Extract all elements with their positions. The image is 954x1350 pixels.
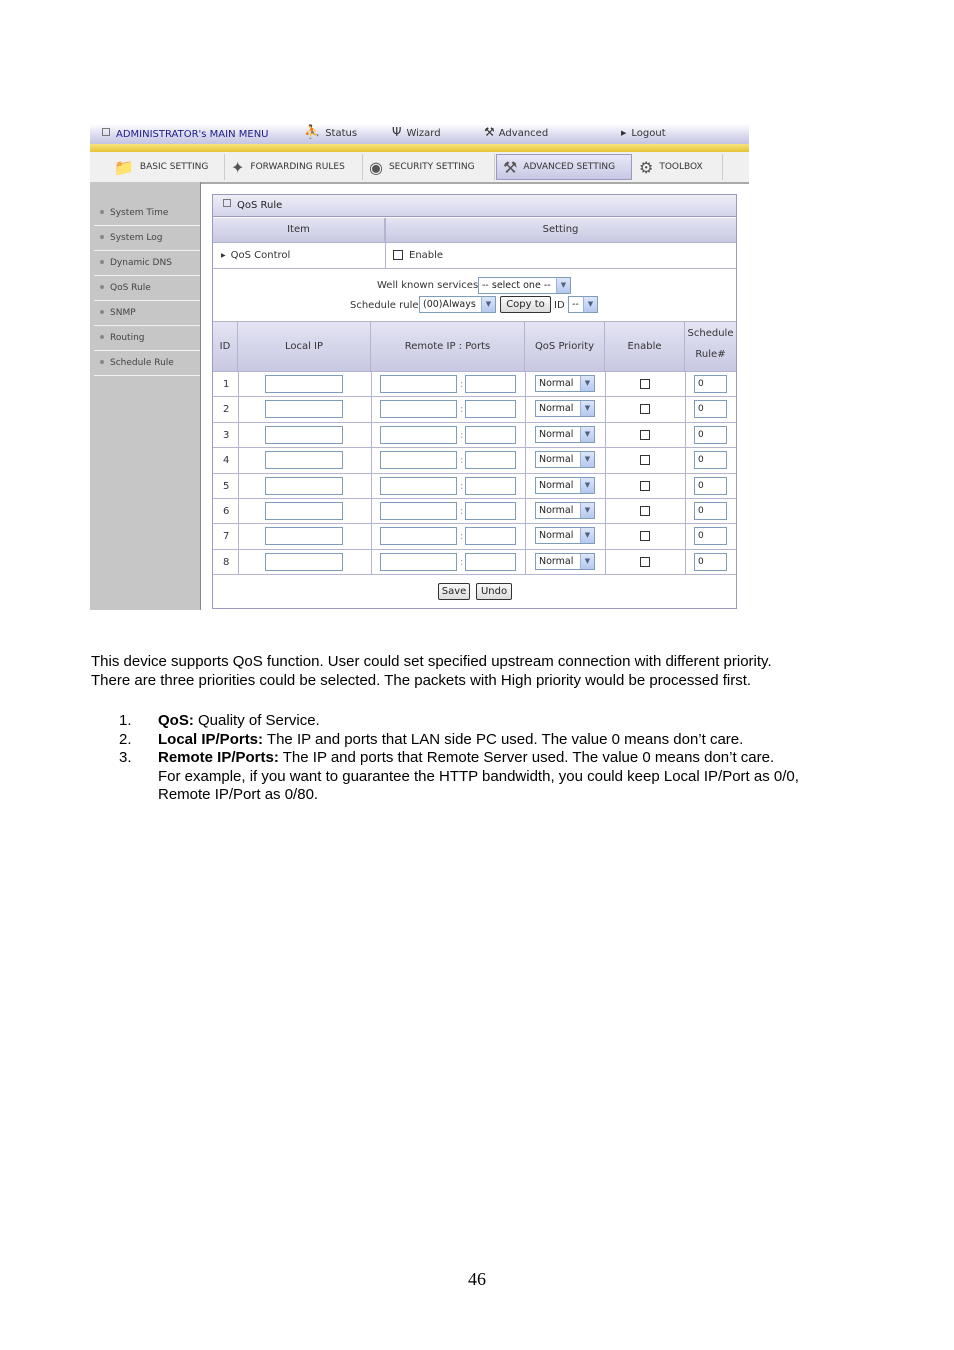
schedule-rule-input[interactable]: 0 (694, 553, 727, 571)
list-item (158, 712, 320, 731)
list-text: The IP and ports that Remote Server used. The value 0 means don’t care. (278, 749, 775, 766)
divider (213, 242, 736, 243)
sidebar (90, 182, 201, 610)
chevron-down-icon: ▼ (580, 427, 594, 442)
schedule-rule-input[interactable]: 0 (694, 527, 727, 545)
chevron-down-icon: ▼ (580, 452, 594, 467)
divider (371, 371, 372, 574)
remote-ip-ports-column-header: Remote IP : Ports (371, 322, 525, 371)
schedule-rule-input[interactable]: 0 (694, 400, 727, 418)
remote-ip-input[interactable] (380, 426, 457, 444)
row-enable-checkbox[interactable] (640, 506, 650, 516)
bullet-icon (100, 360, 104, 364)
qos-priority-column-header: QoS Priority (525, 322, 605, 371)
port-separator: : (460, 379, 464, 390)
divider (213, 523, 736, 524)
row-enable-checkbox[interactable] (640, 430, 650, 440)
chevron-down-icon: ▼ (580, 554, 594, 569)
well-known-services-select[interactable]: -- select one -- ▼ (478, 277, 571, 294)
row-enable-checkbox[interactable] (640, 531, 650, 541)
schedule-rule-input[interactable]: 0 (694, 502, 727, 520)
divider (213, 549, 736, 550)
well-known-services-label: Well known services (377, 280, 479, 291)
row-id: 4 (223, 455, 230, 467)
remote-ip-input[interactable] (380, 527, 457, 545)
example-line-1: For example, if you want to guarantee the HTTP bandwidth, you could keep Local IP/Port as 0/0, (158, 768, 799, 785)
remote-ip-input[interactable] (380, 477, 457, 495)
chevron-down-icon: ▼ (580, 503, 594, 518)
remote-port-input[interactable] (465, 477, 516, 495)
sidebar-item-system-log[interactable]: System Log (94, 226, 200, 251)
port-separator: : (460, 556, 464, 568)
qos-control-label: ▶ QoS Control (221, 250, 291, 261)
qos-priority-select[interactable] (535, 527, 595, 544)
row-enable-checkbox[interactable] (640, 379, 650, 389)
schedule-rule-input[interactable]: 0 (694, 375, 727, 393)
qos-priority-select[interactable] (535, 426, 595, 443)
list-number: 2. (119, 731, 132, 748)
sidebar-item-schedule-rule[interactable]: Schedule Rule (94, 351, 200, 376)
schedule-header-line2: Rule# (695, 349, 726, 360)
qos-priority-select[interactable] (535, 400, 595, 417)
port-separator: : (460, 404, 464, 416)
top-nav-bar (90, 124, 749, 145)
remote-port-input[interactable] (465, 375, 516, 393)
panel-square-icon (223, 199, 231, 207)
schedule-rule-input[interactable]: 0 (694, 426, 727, 444)
advanced-tools-icon: ⚒ (484, 125, 495, 139)
remote-port-input[interactable] (465, 502, 516, 520)
undo-button[interactable]: Undo (476, 583, 512, 600)
row-enable-checkbox[interactable] (640, 481, 650, 491)
qos-priority-select[interactable] (535, 451, 595, 468)
local-ip-column-header: Local IP (238, 322, 371, 371)
row-id: 8 (223, 556, 230, 568)
local-ip-input[interactable] (265, 553, 343, 571)
page-number: 46 (468, 1269, 486, 1289)
qos-rule-panel (212, 194, 737, 609)
local-ip-input[interactable] (265, 527, 343, 545)
tab-security-setting[interactable]: ◉ SECURITY SETTING (363, 154, 495, 180)
list-text: Quality of Service. (193, 712, 320, 729)
qos-enable-checkbox[interactable] (393, 250, 403, 260)
toolbox-icon: ⚙ (639, 157, 654, 177)
enable-column-header: Enable (605, 322, 685, 371)
local-ip-input[interactable] (265, 375, 343, 393)
advanced-link[interactable]: ⚒ Advanced (484, 125, 549, 139)
admin-main-menu-link[interactable]: ADMINISTRATOR's MAIN MENU (102, 128, 269, 140)
router-screenshot (90, 124, 749, 610)
tab-forwarding-rules[interactable]: ✦ FORWARDING RULES (225, 154, 363, 180)
local-ip-input[interactable] (265, 477, 343, 495)
example-line-2: Remote IP/Port as 0/80. (158, 786, 319, 803)
divider (685, 371, 686, 574)
schedule-rule-select[interactable]: (00)Always ▼ (419, 296, 496, 313)
qos-priority-value: Normal (539, 555, 574, 567)
row-id: 3 (223, 429, 230, 441)
row-enable-checkbox[interactable] (640, 455, 650, 465)
row-id: 1 (223, 379, 230, 390)
chevron-down-icon: ▼ (481, 297, 495, 312)
menu-square-icon (102, 128, 110, 136)
id-select[interactable]: -- ▼ (568, 296, 598, 313)
wizard-link[interactable]: Ψ Wizard (392, 125, 441, 139)
qos-priority-select[interactable] (535, 375, 595, 392)
divider (213, 447, 736, 448)
security-icon: ◉ (369, 157, 383, 177)
divider (213, 268, 736, 269)
qos-priority-value: Normal (539, 530, 574, 542)
remote-port-input[interactable] (465, 553, 516, 571)
list-term: Remote IP/Ports: (158, 749, 279, 766)
local-ip-input[interactable] (265, 451, 343, 469)
sidebar-item-dynamic-dns[interactable]: Dynamic DNS (94, 251, 200, 276)
remote-port-input[interactable] (465, 426, 516, 444)
schedule-header-line1: Schedule (687, 328, 734, 339)
setting-column-header: Setting (385, 218, 736, 242)
chevron-down-icon: ▼ (583, 297, 597, 312)
list-item (158, 749, 774, 768)
qos-priority-select[interactable] (535, 502, 595, 519)
remote-port-input[interactable] (465, 451, 516, 469)
sidebar-item-routing[interactable]: Routing (94, 326, 200, 351)
remote-port-input[interactable] (465, 400, 516, 418)
qos-priority-select[interactable] (535, 553, 595, 570)
bullet-icon (100, 260, 104, 264)
remote-ip-input[interactable] (380, 451, 457, 469)
port-separator: : (460, 506, 464, 517)
bullet-icon (100, 285, 104, 289)
divider (238, 371, 239, 574)
local-ip-input[interactable] (265, 426, 343, 444)
bullet-icon (100, 310, 104, 314)
remote-ip-input[interactable] (380, 502, 457, 520)
list-item (158, 731, 743, 750)
copy-to-button[interactable]: Copy to (500, 296, 551, 313)
basic-setting-icon: 📁 (114, 157, 134, 177)
chevron-down-icon: ▼ (580, 376, 594, 391)
id-column-header: ID (213, 322, 238, 371)
list-number: 1. (119, 712, 132, 729)
logout-link[interactable]: ▶ Logout (621, 128, 666, 139)
arrow-right-icon: ▶ (621, 129, 627, 137)
port-separator: : (460, 480, 464, 492)
port-separator: : (460, 531, 464, 543)
remote-ip-input[interactable] (380, 375, 457, 393)
divider (605, 371, 606, 574)
divider (213, 396, 736, 397)
status-link[interactable]: ⛹ Status (304, 125, 358, 140)
port-separator: : (460, 455, 464, 467)
qos-priority-value: Normal (539, 378, 574, 389)
divider (213, 574, 736, 575)
description-line-1: This device supports QoS function. User could set specified upstream connection with different priority. (91, 653, 772, 670)
divider (213, 422, 736, 423)
row-enable-checkbox[interactable] (640, 557, 650, 567)
sidebar-item-system-time[interactable]: System Time (94, 201, 200, 226)
tab-advanced-setting[interactable]: ⚒ ADVANCED SETTING (496, 154, 632, 180)
list-number: 3. (119, 749, 132, 766)
description-line-2: There are three priorities could be selected. The packets with High priority would be processed first. (91, 671, 752, 689)
divider (213, 371, 736, 372)
divider (525, 371, 526, 574)
bullet-icon (100, 235, 104, 239)
bullet-icon (100, 210, 104, 214)
tab-basic-setting[interactable]: 📁 BASIC SETTING (108, 154, 225, 180)
port-separator: : (460, 429, 464, 441)
wizard-wand-icon: Ψ (392, 125, 402, 139)
sidebar-item-qos-rule[interactable]: QoS Rule (94, 276, 200, 301)
remote-ip-input[interactable] (380, 553, 457, 571)
chevron-down-icon: ▼ (580, 528, 594, 543)
divider (213, 473, 736, 474)
list-term: Local IP/Ports: (158, 731, 264, 748)
chevron-down-icon: ▼ (556, 278, 570, 293)
remote-ip-input[interactable] (380, 400, 457, 418)
status-person-icon: ⛹ (304, 125, 321, 140)
local-ip-input[interactable] (265, 502, 343, 520)
id-label: ID (554, 300, 565, 311)
row-id: 5 (223, 480, 230, 492)
remote-port-input[interactable] (465, 527, 516, 545)
qos-priority-value: Normal (539, 403, 574, 415)
divider (213, 498, 736, 499)
forwarding-icon: ✦ (231, 157, 245, 177)
tab-bar (90, 152, 749, 184)
tab-toolbox[interactable]: ⚙ TOOLBOX (633, 154, 723, 180)
row-id: 2 (223, 404, 230, 416)
item-column-header: Item (213, 218, 385, 242)
schedule-rule-column-header (685, 322, 736, 371)
qos-priority-select[interactable] (535, 477, 595, 494)
yellow-stripe (90, 144, 749, 152)
schedule-rule-label: Schedule rule (350, 300, 419, 311)
qos-priority-value: Normal (539, 454, 574, 466)
arrow-right-icon: ▶ (221, 252, 226, 259)
panel-header: QoS Rule (213, 195, 736, 217)
divider (385, 218, 386, 268)
sidebar-item-snmp[interactable]: SNMP (94, 301, 200, 326)
save-button[interactable]: Save (438, 583, 470, 600)
bullet-icon (100, 335, 104, 339)
list-text: The IP and ports that LAN side PC used. The value 0 means don’t care. (263, 731, 744, 748)
advanced-icon: ⚒ (503, 157, 518, 177)
description-paragraph (91, 653, 871, 690)
qos-priority-value: Normal (539, 505, 574, 516)
qos-priority-value: Normal (539, 479, 574, 491)
schedule-rule-input[interactable]: 0 (694, 477, 727, 495)
local-ip-input[interactable] (265, 400, 343, 418)
row-id: 6 (223, 506, 230, 517)
row-enable-checkbox[interactable] (640, 404, 650, 414)
row-id: 7 (223, 531, 230, 543)
chevron-down-icon: ▼ (580, 401, 594, 416)
chevron-down-icon: ▼ (580, 478, 594, 493)
list-term: QoS: (158, 712, 194, 729)
qos-enable-label: Enable (409, 250, 444, 261)
schedule-rule-input[interactable]: 0 (694, 451, 727, 469)
qos-priority-value: Normal (539, 428, 574, 440)
